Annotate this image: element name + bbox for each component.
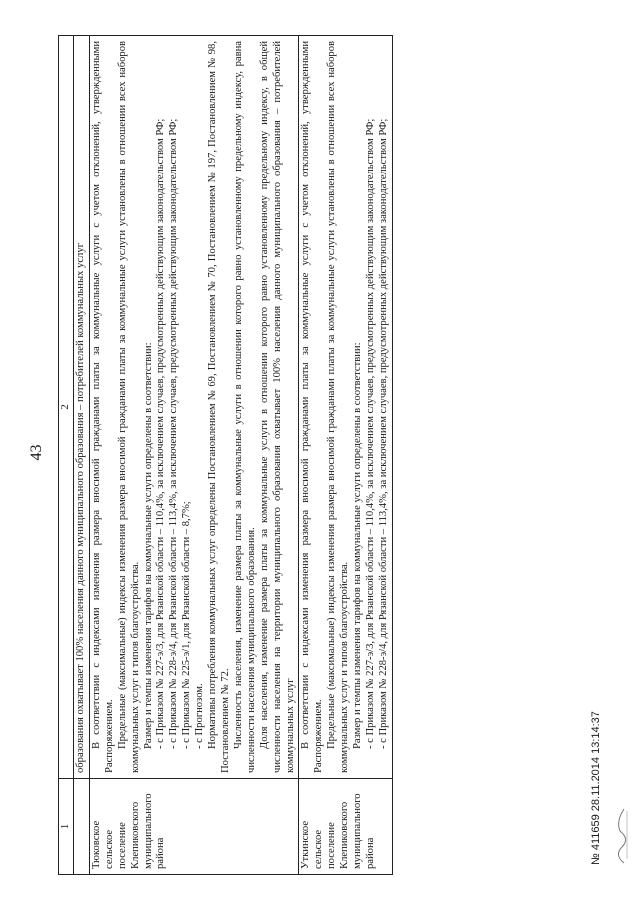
paragraph: Размер и темпы изменения тарифов на коммунальные услуги определены в соответствии: [142, 342, 154, 749]
paragraph: - с Приказом № 227-э/3, для Рязанской области – 110,4%, за исключением случаев, предусмотренных действующим законодательством РФ; [155, 118, 167, 749]
paragraph: В соответствии с индексами изменения размера вносимой гражданами платы за коммунальные услуги с учетом отклонений, утвержденными Распоряжением. [300, 41, 325, 773]
continuation-text: образования охватывает 100% населения данного муниципального образования – потребителей коммунальных услуг [75, 243, 86, 773]
header-col-1: 1 [59, 779, 74, 875]
paragraph: Предельные (максимальные) индексы изменения размера вносимой гражданами платы за коммунальные услуги установлены в отношении всех наборов коммунальных услуг и типов благоустройства. [326, 41, 351, 773]
stamp-icon [612, 805, 630, 865]
paragraph: Предельные (максимальные) индексы изменения размера вносимой гражданами платы за коммунальные услуги установлены в отношении всех наборов коммунальных услуг и типов благоустройства. [116, 41, 141, 773]
settlement-details [89, 36, 299, 779]
paragraph: В соответствии с индексами изменения размера вносимой гражданами платы за коммунальные услуги с учетом отклонений, утвержденными Распоряжением. [90, 41, 115, 773]
paragraph: - с Приказом № 225-э/1, для Рязанской области – 8,7%; [181, 501, 193, 749]
paragraph: Размер и темпы изменения тарифов на коммунальные услуги определены в соответствии: [352, 342, 364, 749]
paragraph: Доля населения, изменение размера платы за коммунальные услуги в отношении которого равно установленному предельному индексу, в общей численности населения на территории муниципального образования охватывает 100% населения данного муниципального образования – потребителей коммунальных услуг [258, 41, 296, 773]
paragraph: Нормативы потребления коммунальных услуг определены Постановлением № 69, Постановлением № 70, Постановлением № 197, Постановлением № 98, Постановлением № 72. [207, 41, 231, 773]
table-header-row [59, 36, 74, 875]
settlement-name: Уткинское сельское поселение Клепиковского муниципального района [299, 779, 392, 875]
paragraph: Численность населения, изменение размера платы за коммунальные услуги в отношении которого равно установленному предельному индексу, равна численности населения муниципального образования. [232, 41, 257, 773]
paragraph: - с Приказом № 227-э/3, для Рязанской области – 110,4%, за исключением случаев, предусмотренных действующим законодательством РФ; [364, 118, 376, 749]
paragraph: - с Приказом № 228-э/4, для Рязанской области – 113,4%, за исключением случаев, предусмотренных действующим законодательством РФ; [168, 118, 180, 749]
document-table [58, 35, 393, 875]
continuation-cell [74, 36, 90, 779]
page-number: 43 [28, 444, 45, 461]
document-footer-id: № 411659 28.11.2014 13:14:37 [590, 711, 602, 865]
paragraph: - с Прогнозом. [194, 683, 206, 749]
table-row-continuation [74, 36, 90, 875]
table-row [299, 36, 392, 875]
table-row [89, 36, 299, 875]
settlement-details [299, 36, 392, 779]
paragraph: - с Приказом № 228-э/4, для Рязанской области – 113,4%, за исключением случаев, предусмотренных действующим законодательством РФ; [377, 118, 389, 749]
header-col-2: 2 [59, 36, 74, 779]
settlement-name: Тюковское сельское поселение Клепиковского муниципального района [89, 779, 299, 875]
continuation-empty-cell [74, 779, 90, 875]
